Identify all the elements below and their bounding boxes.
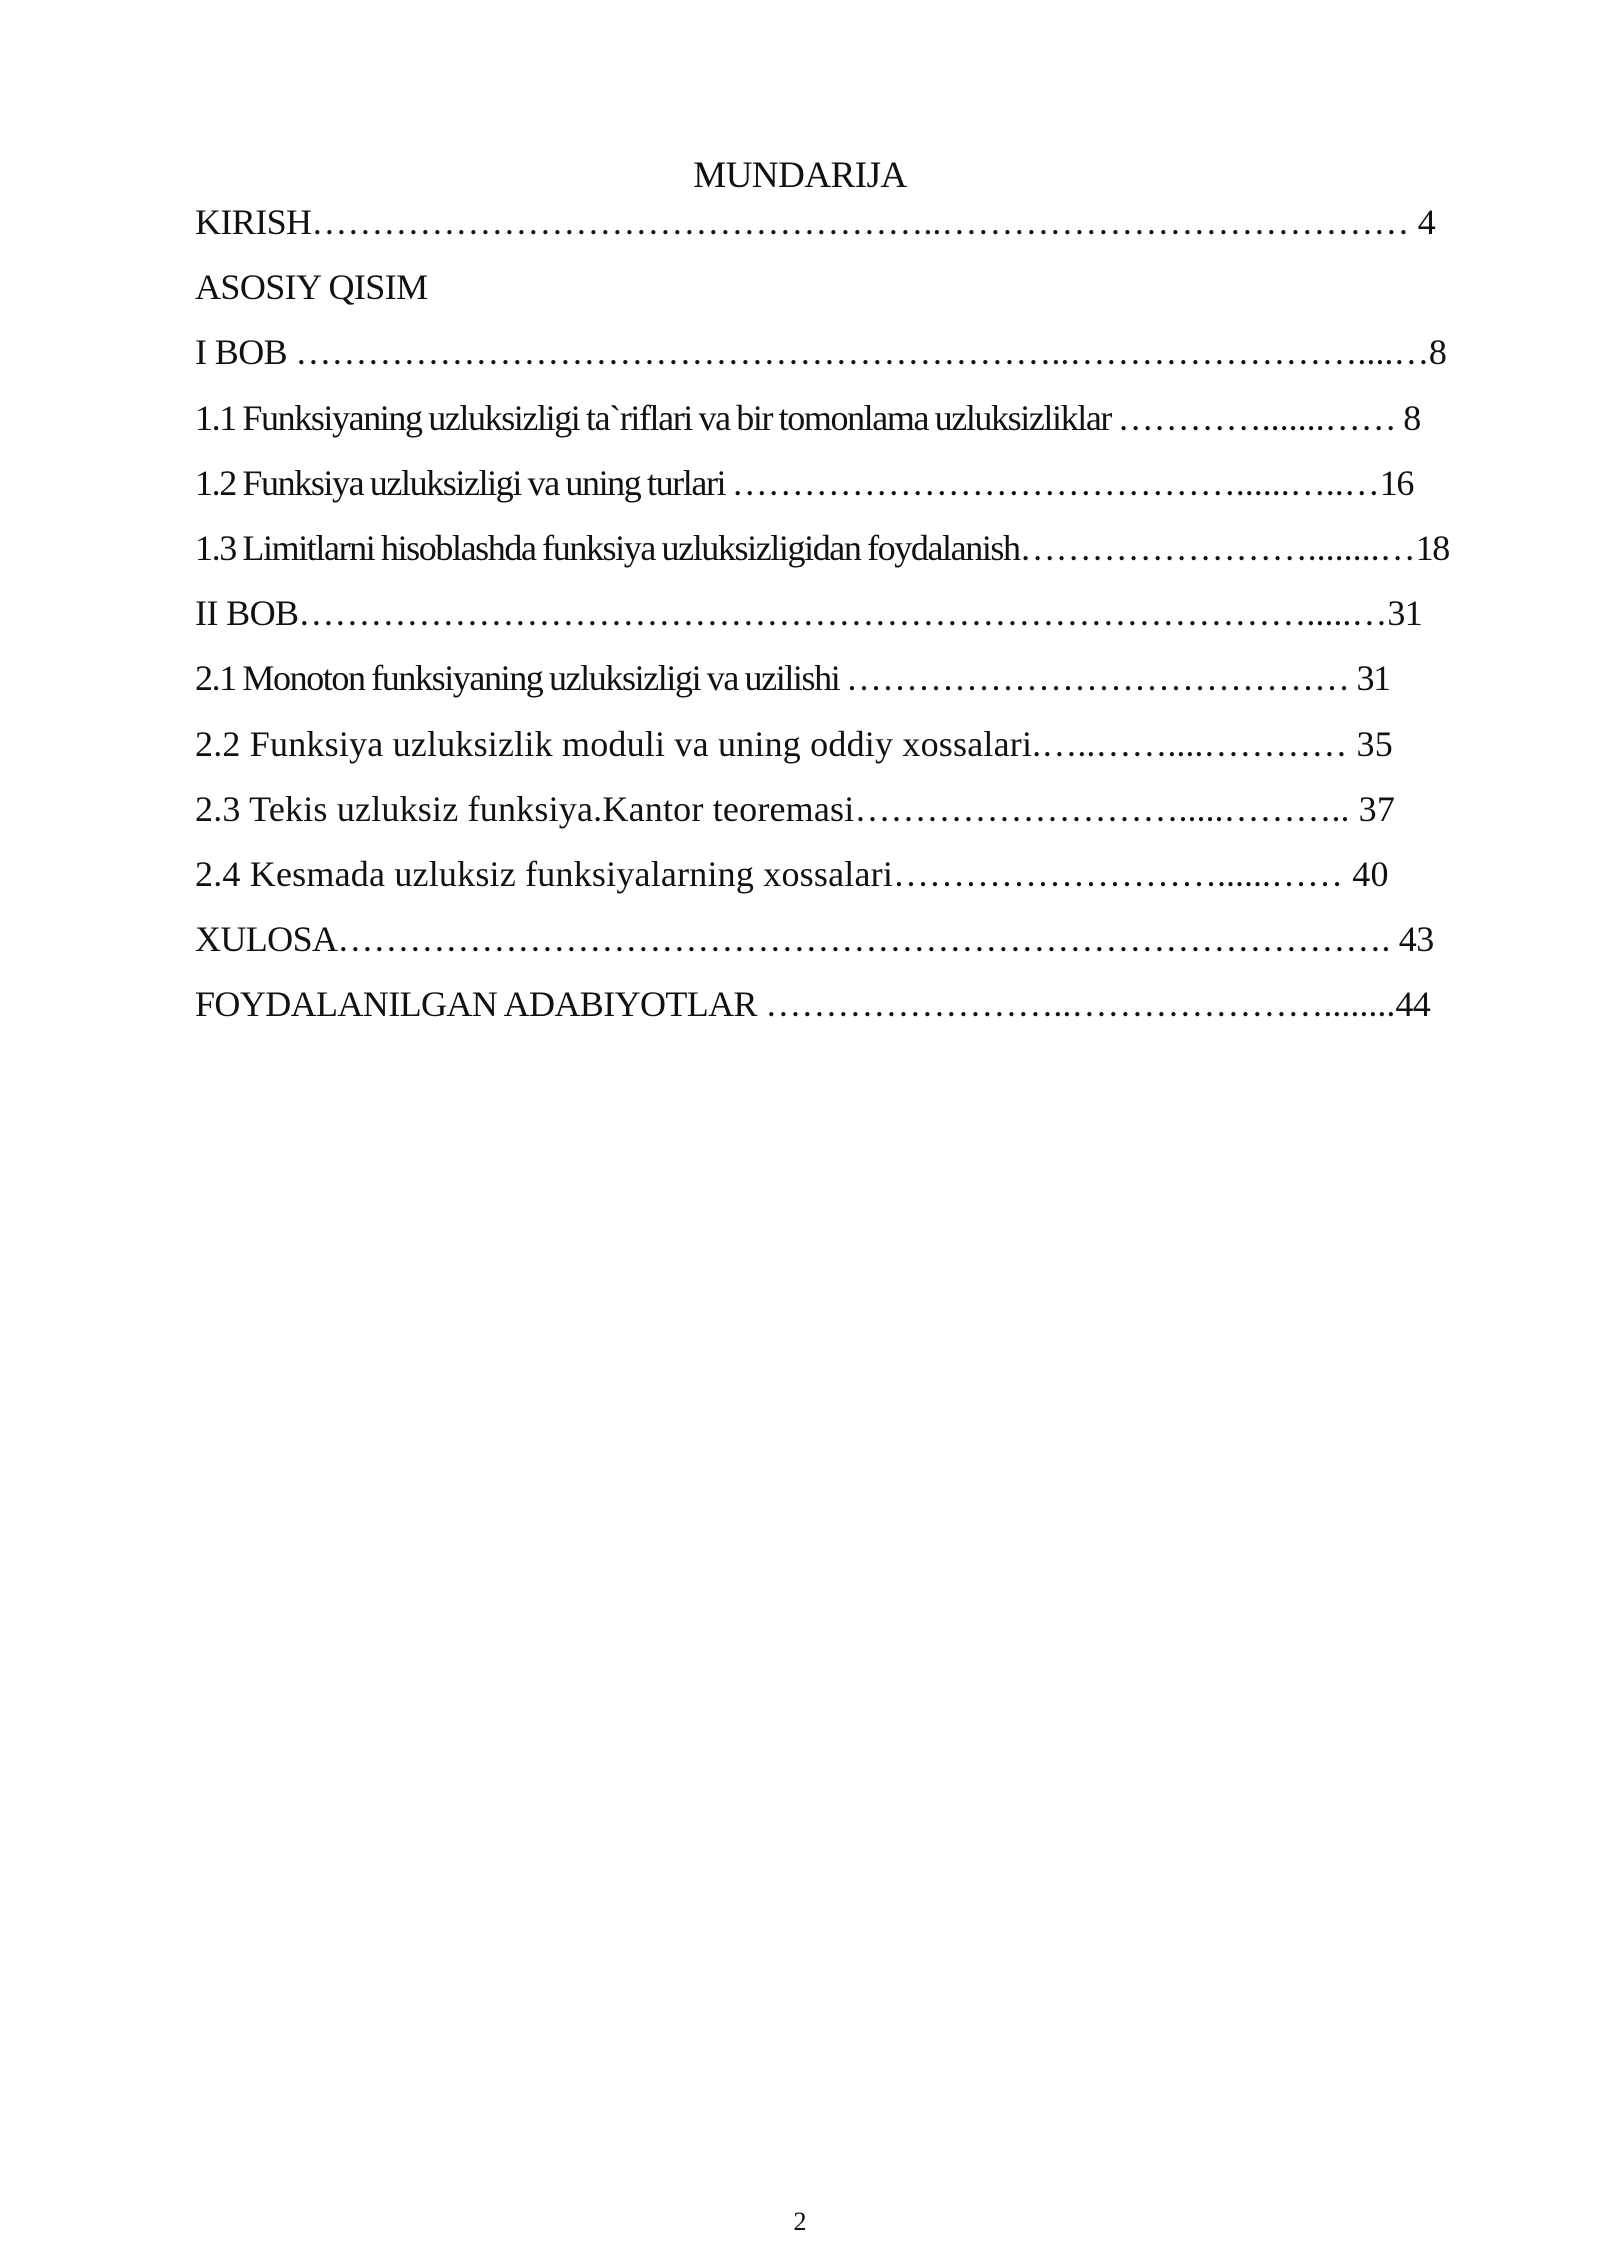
toc-entry-page: 31 [1349, 658, 1390, 699]
toc-entry-leader: ……………………........… [1019, 527, 1416, 568]
page-number: 2 [793, 2207, 807, 2236]
toc-title: MUNDARIJA [693, 155, 907, 196]
toc-entry-leader: ………………………......…… [893, 853, 1344, 894]
toc-entry-page: 40 [1343, 853, 1389, 894]
toc-entry-page: 44 [1395, 984, 1431, 1025]
toc-entry-text: I BOB [195, 332, 296, 373]
toc-entry-2-3 [195, 785, 1495, 850]
toc-entry-i-bob [195, 328, 1495, 393]
toc-entry-page: 16 [1379, 462, 1413, 503]
toc-entry-leader: ……………………..…………………........ [765, 984, 1396, 1025]
toc-entry-text: 2.1 Monoton funksiyaning uzluksizligi va uzilishi [195, 658, 846, 699]
toc-entry-text: 1.1 Funksiyaning uzluksizligi ta`riflari va bir tomonlama uzluksizliklar [195, 397, 1118, 438]
toc-entry-text: KIRISH [195, 202, 312, 242]
toc-entry-leader: …………………………………… [845, 658, 1350, 699]
toc-entry-text: 2.2 Funksiya uzluksizlik moduli va uning oddiy xossalari. [195, 723, 1042, 764]
toc-entry-1-3 [195, 524, 1495, 589]
toc-entry-page: 37 [1349, 788, 1396, 829]
toc-entry-text: II BOB [195, 593, 299, 634]
toc-entry-leader: ………………………………………………………………………….....… [298, 593, 1388, 634]
toc-entry-leader: ……………………………………………………………………………. [337, 919, 1391, 960]
toc-entry-leader: ………………………………………………………..…………………….... [295, 332, 1394, 373]
toc-entry-text: 2.3 Tekis uzluksiz funksiya.Kantor teoremasi [195, 788, 855, 829]
toc-entry-leader: ……………………….....……….. [854, 788, 1350, 829]
toc-entry-leader: ……………………………………………..………………………………… [311, 202, 1410, 242]
toc-entry-text: ASOSIY QISIM [195, 267, 428, 308]
toc-entry-page: 8 [1396, 397, 1420, 438]
toc-entry-asosiy-qisim [195, 263, 1495, 328]
toc-entry-kirish [195, 198, 1495, 263]
toc-entry-text: 2.4 Kesmada uzluksiz funksiyalarning xossalari [195, 853, 894, 894]
toc-entry-2-4 [195, 850, 1495, 915]
toc-entry-page: 43 [1390, 919, 1434, 960]
toc-entry-text: 1.2 Funksiya uzluksizligi va uning turlari [195, 462, 732, 503]
toc-entry-text: 1.3 Limitlarni hisoblashda funksiya uzluksizligidan foydalanish [195, 527, 1020, 568]
toc-entry-page: 35 [1347, 723, 1393, 764]
toc-entry-2-2 [195, 720, 1495, 785]
toc-entry-1-1 [195, 394, 1495, 459]
toc-entry-leader: ……………………………………......…..… [731, 462, 1380, 503]
toc-entry-leader: …..……....………… [1041, 723, 1348, 764]
toc-entry-page: …8 [1393, 332, 1447, 373]
toc-entry-page: 4 [1409, 202, 1436, 242]
toc-entry-foydalanilgan-adabiyotlar [195, 980, 1495, 1045]
toc-entry-ii-bob [195, 589, 1495, 654]
toc-entry-1-2 [195, 459, 1495, 524]
table-of-contents [195, 198, 1495, 1045]
toc-entry-2-1 [195, 654, 1495, 719]
toc-entry-page: 31 [1387, 593, 1423, 634]
toc-entry-page: 18 [1415, 527, 1449, 568]
toc-entry-leader: ………….......…… [1117, 397, 1397, 438]
toc-entry-xulosa [195, 915, 1495, 980]
toc-entry-text: FOYDALANILGAN ADABIYOTLAR [195, 984, 766, 1025]
toc-entry-text: XULOSA [195, 919, 338, 960]
